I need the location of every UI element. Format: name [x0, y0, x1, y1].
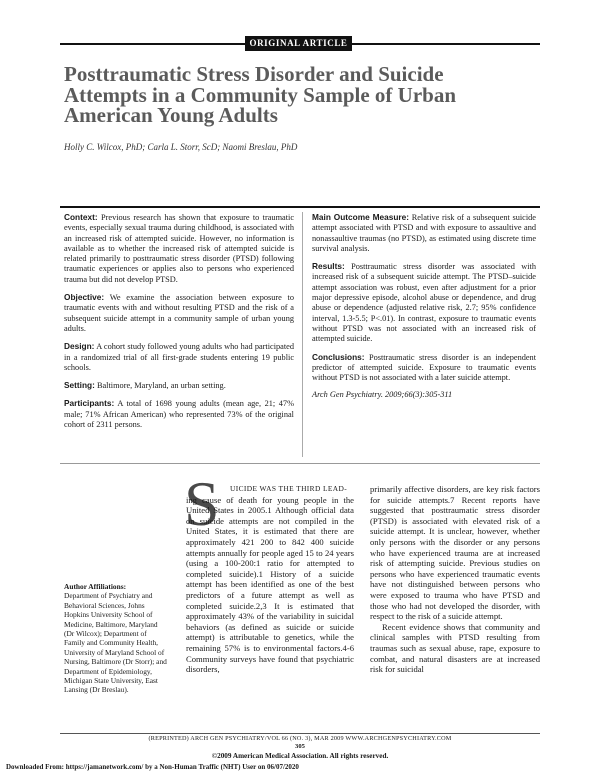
- results-text: Posttraumatic stress disorder was associated with increased risk of a subsequent suicide attempt. The PTSD–suicide attempt association was robust, even after adjustment for a prior major depressive episode, alcohol abuse or dependence, and drug abuse or dependence (adjusted relative risk, 2.7; 95% confidence interval, 1.3-5.5; P<.01). In contrast, exposure to traumatic events without PTSD was not associated with an increased risk of attempted suicide.: [312, 262, 537, 344]
- body-col2-paragraph-2: Recent evidence shows that community and clinical samples with PTSD resulting from traumas such as sexual abuse, rape, exposure to combat, and natural disasters are at increased risk for suicidal: [370, 621, 540, 675]
- results-label: Results:: [312, 261, 345, 272]
- participants-label: Participants:: [64, 398, 115, 409]
- outcome-text: Relative risk of a subsequent suicide attempt associated with PTSD and with exposure to assaultive and nonassaultive traumas (no PTSD), as estimated using discrete time survival analysis.: [312, 213, 536, 253]
- objective-text: We examine the association between exposure to traumatic events with and without resulting PTSD and the risk of a subsequent suicide attempt in a community sample of urban young adults.: [64, 293, 294, 333]
- abstract-context: [64, 212, 294, 285]
- abstract-right-column: [312, 212, 536, 408]
- header-rule-left: [60, 43, 245, 45]
- abstract-conclusions: [312, 352, 536, 384]
- journal-citation: Arch Gen Psychiatry. 2009;66(3):305-311: [312, 390, 453, 400]
- download-notice: Downloaded From: https://jamanetwork.com/ by a Non-Human Traffic (NHT) User on 06/07/2020: [6, 763, 299, 771]
- affiliations-text: Department of Psychiatry and Behavioral Sciences, Johns Hopkins University School of Medicine, Baltimore, Maryland (Dr Wilcox); Department of Family and Community Health, University of Maryland School of Nursing, Baltimore (Dr Storr); and Department of Epidemiology, Michigan State University, East Lansing (Dr Breslau).: [64, 591, 167, 695]
- body-col1-text: ing cause of death for young people in the United States in 2005.1 Although official data on suicide attempts are not compiled in the United States, it is estimated that there are approximately 421 200 to 842 400 suicide attempts annually for people aged 15 to 24 years (using a 100-200:1 ratio for attempted to completed suicide).1 History of a suicide attempt has been identified as one of the best predictors of a future attempt as well as completed suicide.2,3 It is estimated that approximately 43% of the variability in suicidal behaviors (as defined as suicide or suicide attempt) is attributable to genetics, while the remaining 57% is to environmental factors.4-6 Community surveys have found that psychiatric disorders,: [186, 494, 354, 675]
- page-number: 305: [295, 743, 305, 750]
- author-list: Holly C. Wilcox, PhD; Carla L. Storr, ScD; Naomi Breslau, PhD: [64, 142, 298, 152]
- body-intro-paragraph: [186, 484, 354, 675]
- abstract-results: [312, 261, 536, 344]
- affiliations-heading: Author Affiliations:: [64, 582, 127, 591]
- footer-rule: [60, 733, 540, 734]
- setting-text: Baltimore, Maryland, an urban setting.: [96, 381, 226, 391]
- participants-text: A total of 1698 young adults (mean age, 21; 47% male; 71% African American) who represented 73% of the original cohort of 2311 persons.: [64, 399, 294, 430]
- abstract-participants: [64, 398, 294, 430]
- abstract-outcome: [312, 212, 536, 254]
- context-label: Context:: [64, 212, 98, 222]
- copyright-notice: ©2009 American Medical Association. All rights reserved.: [211, 752, 389, 760]
- abstract-design: [64, 341, 294, 373]
- conclusions-label: Conclusions:: [312, 351, 365, 362]
- running-footer: (REPRINTED) ARCH GEN PSYCHIATRY/VOL 66 (NO. 3), MAR 2009 WWW.ARCHGENPSYCHIATRY.COM: [148, 735, 452, 742]
- lead-in-smallcaps: UICIDE WAS THE THIRD LEAD-: [230, 484, 348, 493]
- abstract-setting: [64, 380, 294, 391]
- abstract-left-column: [64, 212, 294, 437]
- outcome-label: Main Outcome Measure:: [312, 212, 410, 222]
- abstract-top-rule: [60, 206, 540, 208]
- design-text: A cohort study followed young adults who had participated in a randomized trial of all first-grade students entering 19 public schools.: [64, 342, 294, 372]
- abstract-objective: [64, 292, 294, 334]
- author-affiliations: [64, 582, 168, 695]
- drop-cap: S: [184, 468, 220, 539]
- body-column-2: [370, 484, 540, 675]
- objective-label: Objective:: [64, 292, 105, 303]
- article-title: Posttraumatic Stress Disorder and Suicide Attempts in a Community Sample of Urban American Young Adults: [64, 62, 457, 127]
- context-text: Previous research has shown that exposure to traumatic events, especially sexual trauma during childhood, is associated with an increased risk of attempted suicide. However, no information is available as to whether the increased risk of attempted suicide is related primarily to posttraumatic stress disorder (PTSD) following traumatic experiences or applies also to persons who experienced trauma but did not develop PTSD.: [64, 213, 295, 284]
- conclusions-text: Posttraumatic stress disorder is an independent predictor of attempted suicide. Exposure to traumatic events without PTSD is not associated with a later suicide attempt.: [312, 352, 536, 383]
- abstract-bottom-rule: [60, 463, 540, 464]
- section-label: ORIGINAL ARTICLE: [245, 36, 352, 51]
- setting-label: Setting:: [64, 380, 95, 391]
- body-column-1: [186, 484, 354, 675]
- abstract-column-divider: [302, 212, 303, 457]
- header-rule-right: [352, 43, 540, 45]
- body-col2-paragraph-1: primarily affective disorders, are key risk factors for suicide attempts.7 Recent reports have suggested that posttraumatic stress disorder (PTSD) is associated with elevated risk of a suicide attempt. It is unclear, however, whether only persons with the disorder or any persons who have experienced trauma are at increased risk of attempting suicide. Previous studies on persons who have experienced traumatic events have not distinguished between persons who were exposed to trauma who have PTSD and those who had not developed the disorder, with respect to the risk of a suicide attempt.: [370, 484, 540, 622]
- design-label: Design:: [64, 341, 95, 352]
